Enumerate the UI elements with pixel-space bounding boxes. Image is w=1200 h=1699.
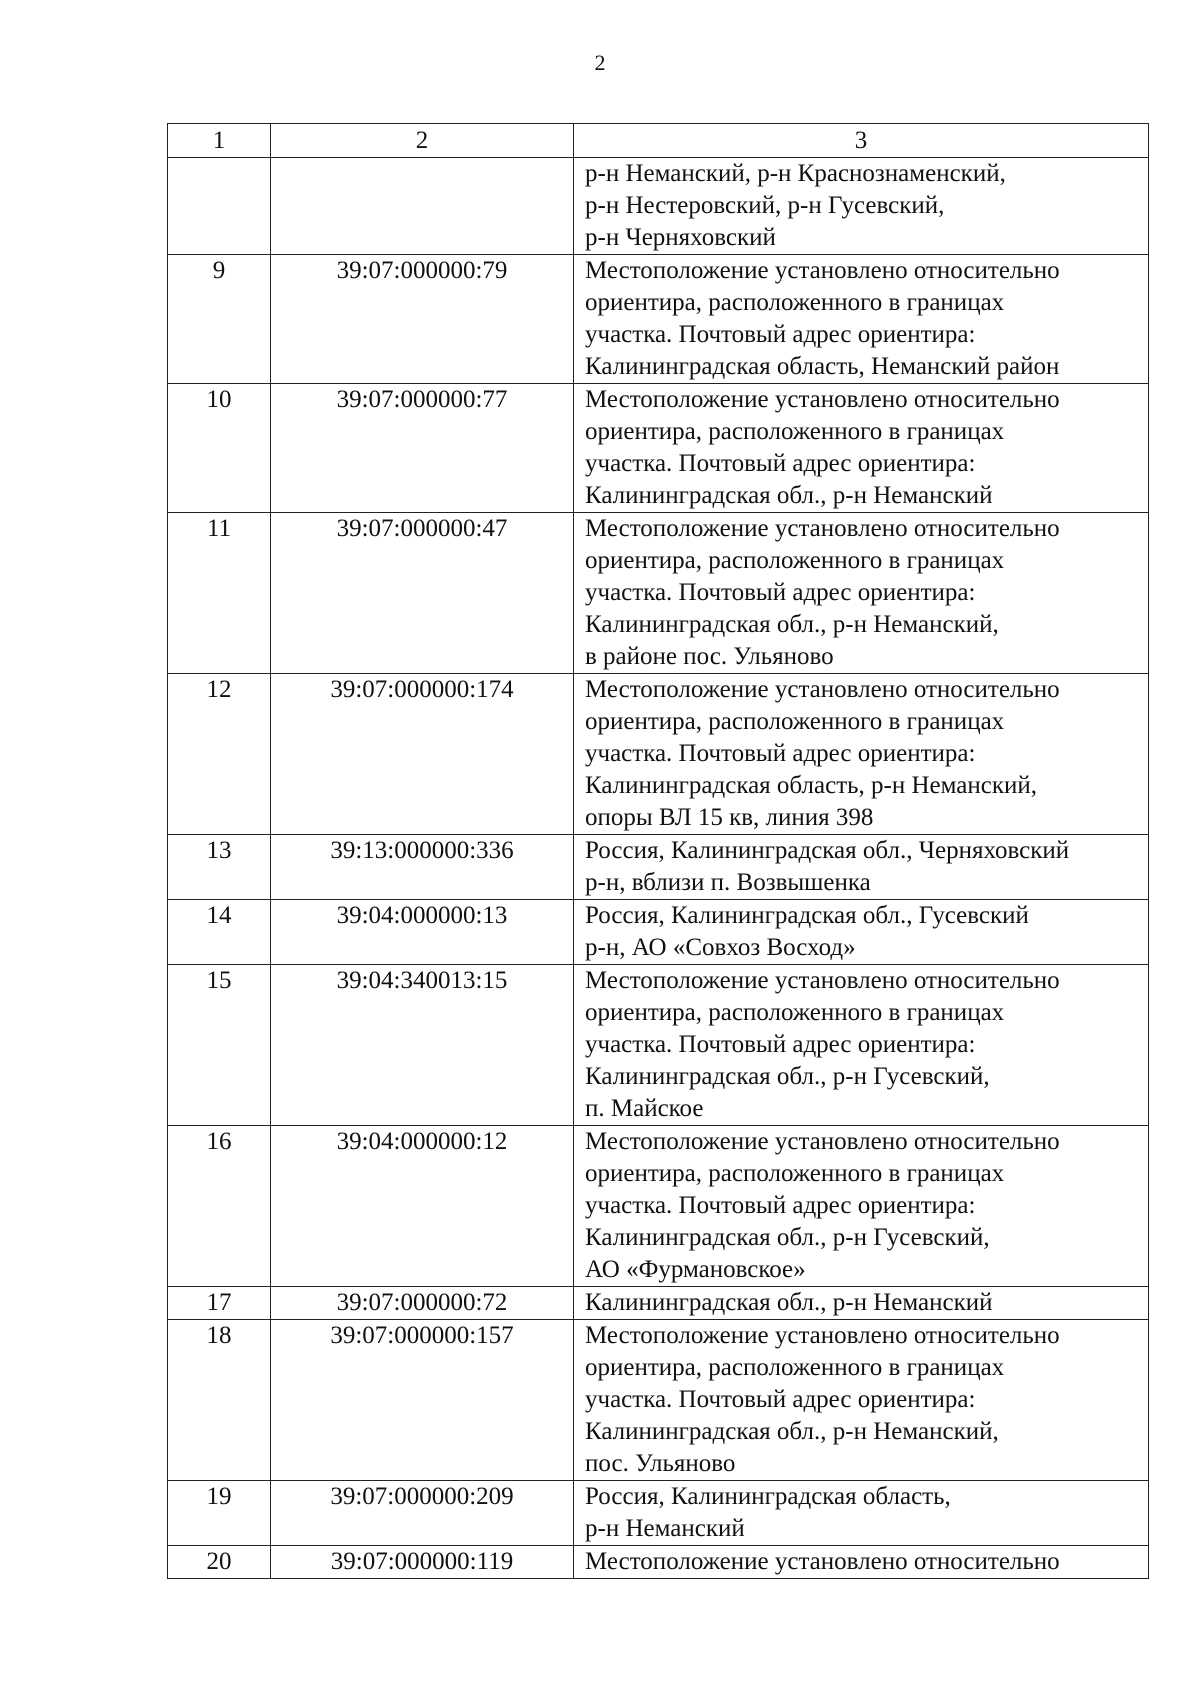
page-number: 2 [594,50,606,75]
table-row [168,513,1149,674]
cadastral-number [271,158,574,255]
cadastral-number: 39:07:000000:174 [271,674,574,835]
address: Местоположение установлено относительно [574,1546,1149,1579]
column-header-2: 2 [271,124,574,158]
cadastral-number: 39:13:000000:336 [271,835,574,900]
cadastral-number: 39:04:340013:15 [271,965,574,1126]
address: Местоположение установлено относительно ориентира, расположенного в границах участка. Почтовый адрес ориентира: Калининградская обл., р-н Неманский, в районе пос. Ульяново [574,513,1149,674]
table-row [168,900,1149,965]
address: Местоположение установлено относительно ориентира, расположенного в границах участка. Почтовый адрес ориентира: Калининградская область, Неманский район [574,255,1149,384]
table-row [168,384,1149,513]
cadastral-number: 39:04:000000:12 [271,1126,574,1287]
row-number [168,158,271,255]
table-row [168,965,1149,1126]
address: Местоположение установлено относительно ориентира, расположенного в границах участка. Почтовый адрес ориентира: Калининградская обл., р-н Неманский, пос. Ульяново [574,1320,1149,1481]
row-number: 16 [168,1126,271,1287]
cadastral-number: 39:04:000000:13 [271,900,574,965]
cadastral-number: 39:07:000000:79 [271,255,574,384]
row-number: 19 [168,1481,271,1546]
cadastral-number: 39:07:000000:77 [271,384,574,513]
table-row [168,1320,1149,1481]
table-row [168,1546,1149,1579]
land-plots-table [167,123,1149,1579]
table-row [168,674,1149,835]
cadastral-number: 39:07:000000:47 [271,513,574,674]
address: р-н Неманский, р-н Краснознаменский, р-н Нестеровский, р-н Гусевский, р-н Черняховский [574,158,1149,255]
row-number: 18 [168,1320,271,1481]
row-number: 9 [168,255,271,384]
row-number: 20 [168,1546,271,1579]
table-row [168,1287,1149,1320]
address: Местоположение установлено относительно ориентира, расположенного в границах участка. Почтовый адрес ориентира: Калининградская область, р-н Неманский, опоры ВЛ 15 кв, линия 398 [574,674,1149,835]
table-row [168,255,1149,384]
row-number: 17 [168,1287,271,1320]
row-number: 11 [168,513,271,674]
address: Россия, Калининградская обл., Черняховский р-н, вблизи п. Возвышенка [574,835,1149,900]
column-header-1: 1 [168,124,271,158]
table-row [168,1126,1149,1287]
cadastral-number: 39:07:000000:72 [271,1287,574,1320]
row-number: 10 [168,384,271,513]
row-number: 14 [168,900,271,965]
table-row [168,1481,1149,1546]
table-row [168,835,1149,900]
address: Россия, Калининградская область, р-н Неманский [574,1481,1149,1546]
address: Местоположение установлено относительно ориентира, расположенного в границах участка. Почтовый адрес ориентира: Калининградская обл., р-н Гусевский, п. Майское [574,965,1149,1126]
address: Россия, Калининградская обл., Гусевский р-н, АО «Совхоз Восход» [574,900,1149,965]
address: Местоположение установлено относительно ориентира, расположенного в границах участка. Почтовый адрес ориентира: Калининградская обл., р-н Гусевский, АО «Фурмановское» [574,1126,1149,1287]
address: Калининградская обл., р-н Неманский [574,1287,1149,1320]
row-number: 15 [168,965,271,1126]
cadastral-number: 39:07:000000:119 [271,1546,574,1579]
row-number: 13 [168,835,271,900]
cadastral-number: 39:07:000000:157 [271,1320,574,1481]
address: Местоположение установлено относительно ориентира, расположенного в границах участка. Почтовый адрес ориентира: Калининградская обл., р-н Неманский [574,384,1149,513]
column-header-3: 3 [574,124,1149,158]
row-number: 12 [168,674,271,835]
table-header-row [168,124,1149,158]
table-row [168,158,1149,255]
cadastral-number: 39:07:000000:209 [271,1481,574,1546]
